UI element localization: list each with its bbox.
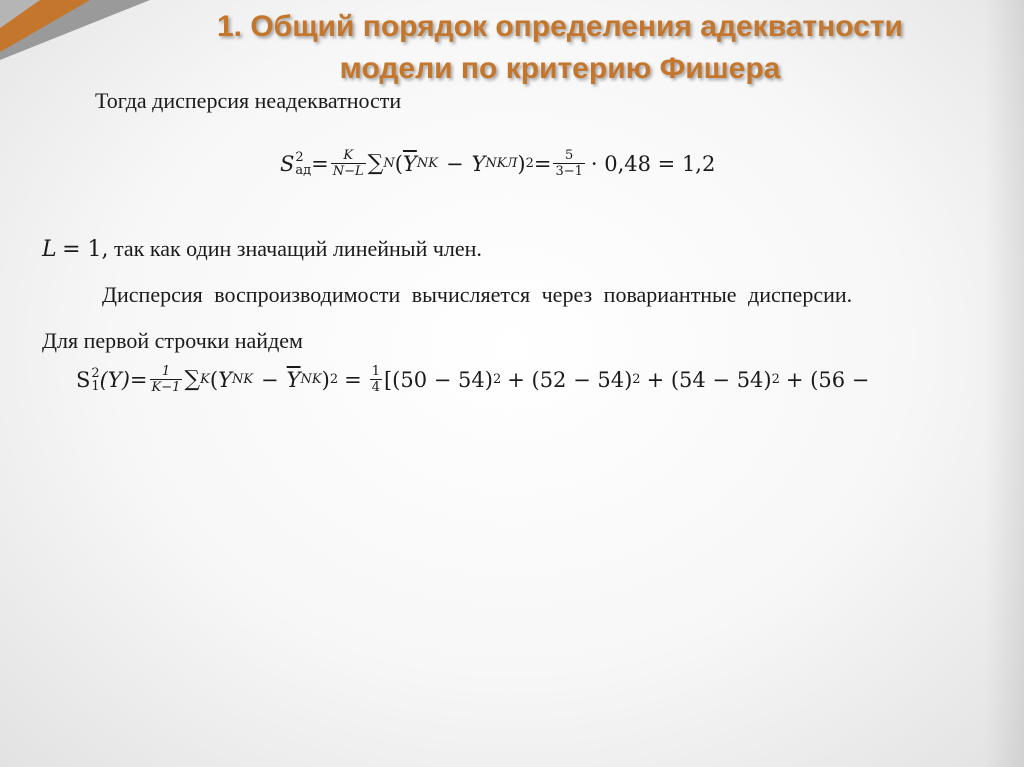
f3-frac2-den: 4: [371, 380, 380, 395]
f3-tail-c-pow: 2: [771, 372, 780, 387]
f3-y1-sub: NK: [231, 372, 254, 387]
f3-eq2: =: [344, 367, 362, 392]
f3-open: (: [209, 367, 219, 392]
f1-eq2: =: [533, 151, 552, 176]
f3-tail-a: [(50 − 54): [383, 367, 493, 392]
f3-lhs: S: [76, 367, 91, 392]
f3-lhs-sup: 2: [91, 365, 100, 381]
f1-y1-sub: NK: [416, 156, 438, 171]
f1-frac2-den: 3−1: [555, 164, 583, 179]
f3-eq: =: [129, 367, 148, 392]
text-dispersion-intro: Тогда дисперсия неадекватности: [95, 88, 402, 113]
f1-frac2-num: 5: [565, 148, 574, 163]
slide-title-line-1: 1. Общий порядок определения адекватности: [216, 10, 903, 43]
f1-pow: 2: [525, 156, 534, 171]
f1-frac1-num: K: [343, 148, 354, 163]
f3-y2: $\overline{Y}$: [286, 367, 301, 392]
f3-frac1-den: K−1: [151, 380, 181, 395]
f1-eq: =: [311, 151, 329, 176]
f3-lhs-sub: 1: [91, 378, 100, 394]
f2-lhs: L: [42, 237, 57, 262]
f1-frac2: [553, 148, 584, 179]
f2-eq: = 1,: [62, 237, 109, 262]
f1-lhs-sup: 2: [295, 149, 304, 165]
f1-sum: ∑: [367, 151, 384, 176]
f1-open: (: [394, 151, 403, 176]
f3-pow: 2: [329, 372, 339, 387]
slide-title: [160, 6, 960, 90]
f3-frac2: [370, 364, 382, 395]
f1-y2: Y: [471, 151, 486, 176]
f1-lhs-supsub: [295, 151, 311, 177]
text-reproducibility: Дисперсия воспроизводимости вычисляется через повариантные дисперсии.: [102, 282, 853, 307]
text-first-row: Для первой строчки найдем: [42, 328, 303, 353]
text-l-definition: [42, 236, 482, 262]
f3-tail-c: + (54 − 54): [646, 367, 772, 392]
slide-title-line-2: модели по критерию Фишера: [339, 52, 781, 85]
f1-frac1: [331, 148, 366, 179]
f1-sum-sub: N: [383, 156, 395, 171]
f3-y2-sub: NK: [300, 372, 322, 387]
f1-minus: −: [445, 151, 464, 176]
f2-text: так как один значащий линейный член.: [114, 236, 482, 261]
formula-inadequacy-variance: [280, 148, 715, 179]
f3-tail-a-pow: 2: [492, 372, 502, 387]
f3-lhs-supsub: [91, 367, 99, 393]
f3-arg: (Y): [99, 367, 130, 392]
f3-tail-b-pow: 2: [632, 372, 641, 387]
f1-tail: · 0,48 = 1,2: [590, 151, 716, 176]
f1-y1: $\overline{Y}$: [402, 151, 417, 176]
f1-close: ): [517, 151, 526, 176]
f3-tail-b: + (52 − 54): [507, 367, 633, 392]
corner-decoration: [0, 0, 160, 72]
f3-frac1-num: 1: [161, 364, 171, 379]
f1-y2-sub: NKЛ: [485, 156, 518, 171]
f3-sum: ∑: [184, 367, 201, 392]
f3-sum-sub: K: [200, 372, 210, 387]
f3-y1: Y: [218, 367, 232, 392]
f1-lhs-sub: ад: [295, 162, 312, 178]
f3-tail-d: + (56 −: [785, 367, 870, 392]
formula-row-variance: [76, 364, 869, 395]
f3-frac2-num: 1: [371, 364, 380, 379]
f3-close: ): [321, 367, 330, 392]
f3-frac1: [150, 364, 183, 395]
f3-minus: −: [261, 367, 279, 392]
f1-frac1-den: N−L: [332, 164, 364, 179]
slide-edge-shadow: [984, 0, 1024, 767]
f1-lhs: S: [280, 151, 295, 176]
